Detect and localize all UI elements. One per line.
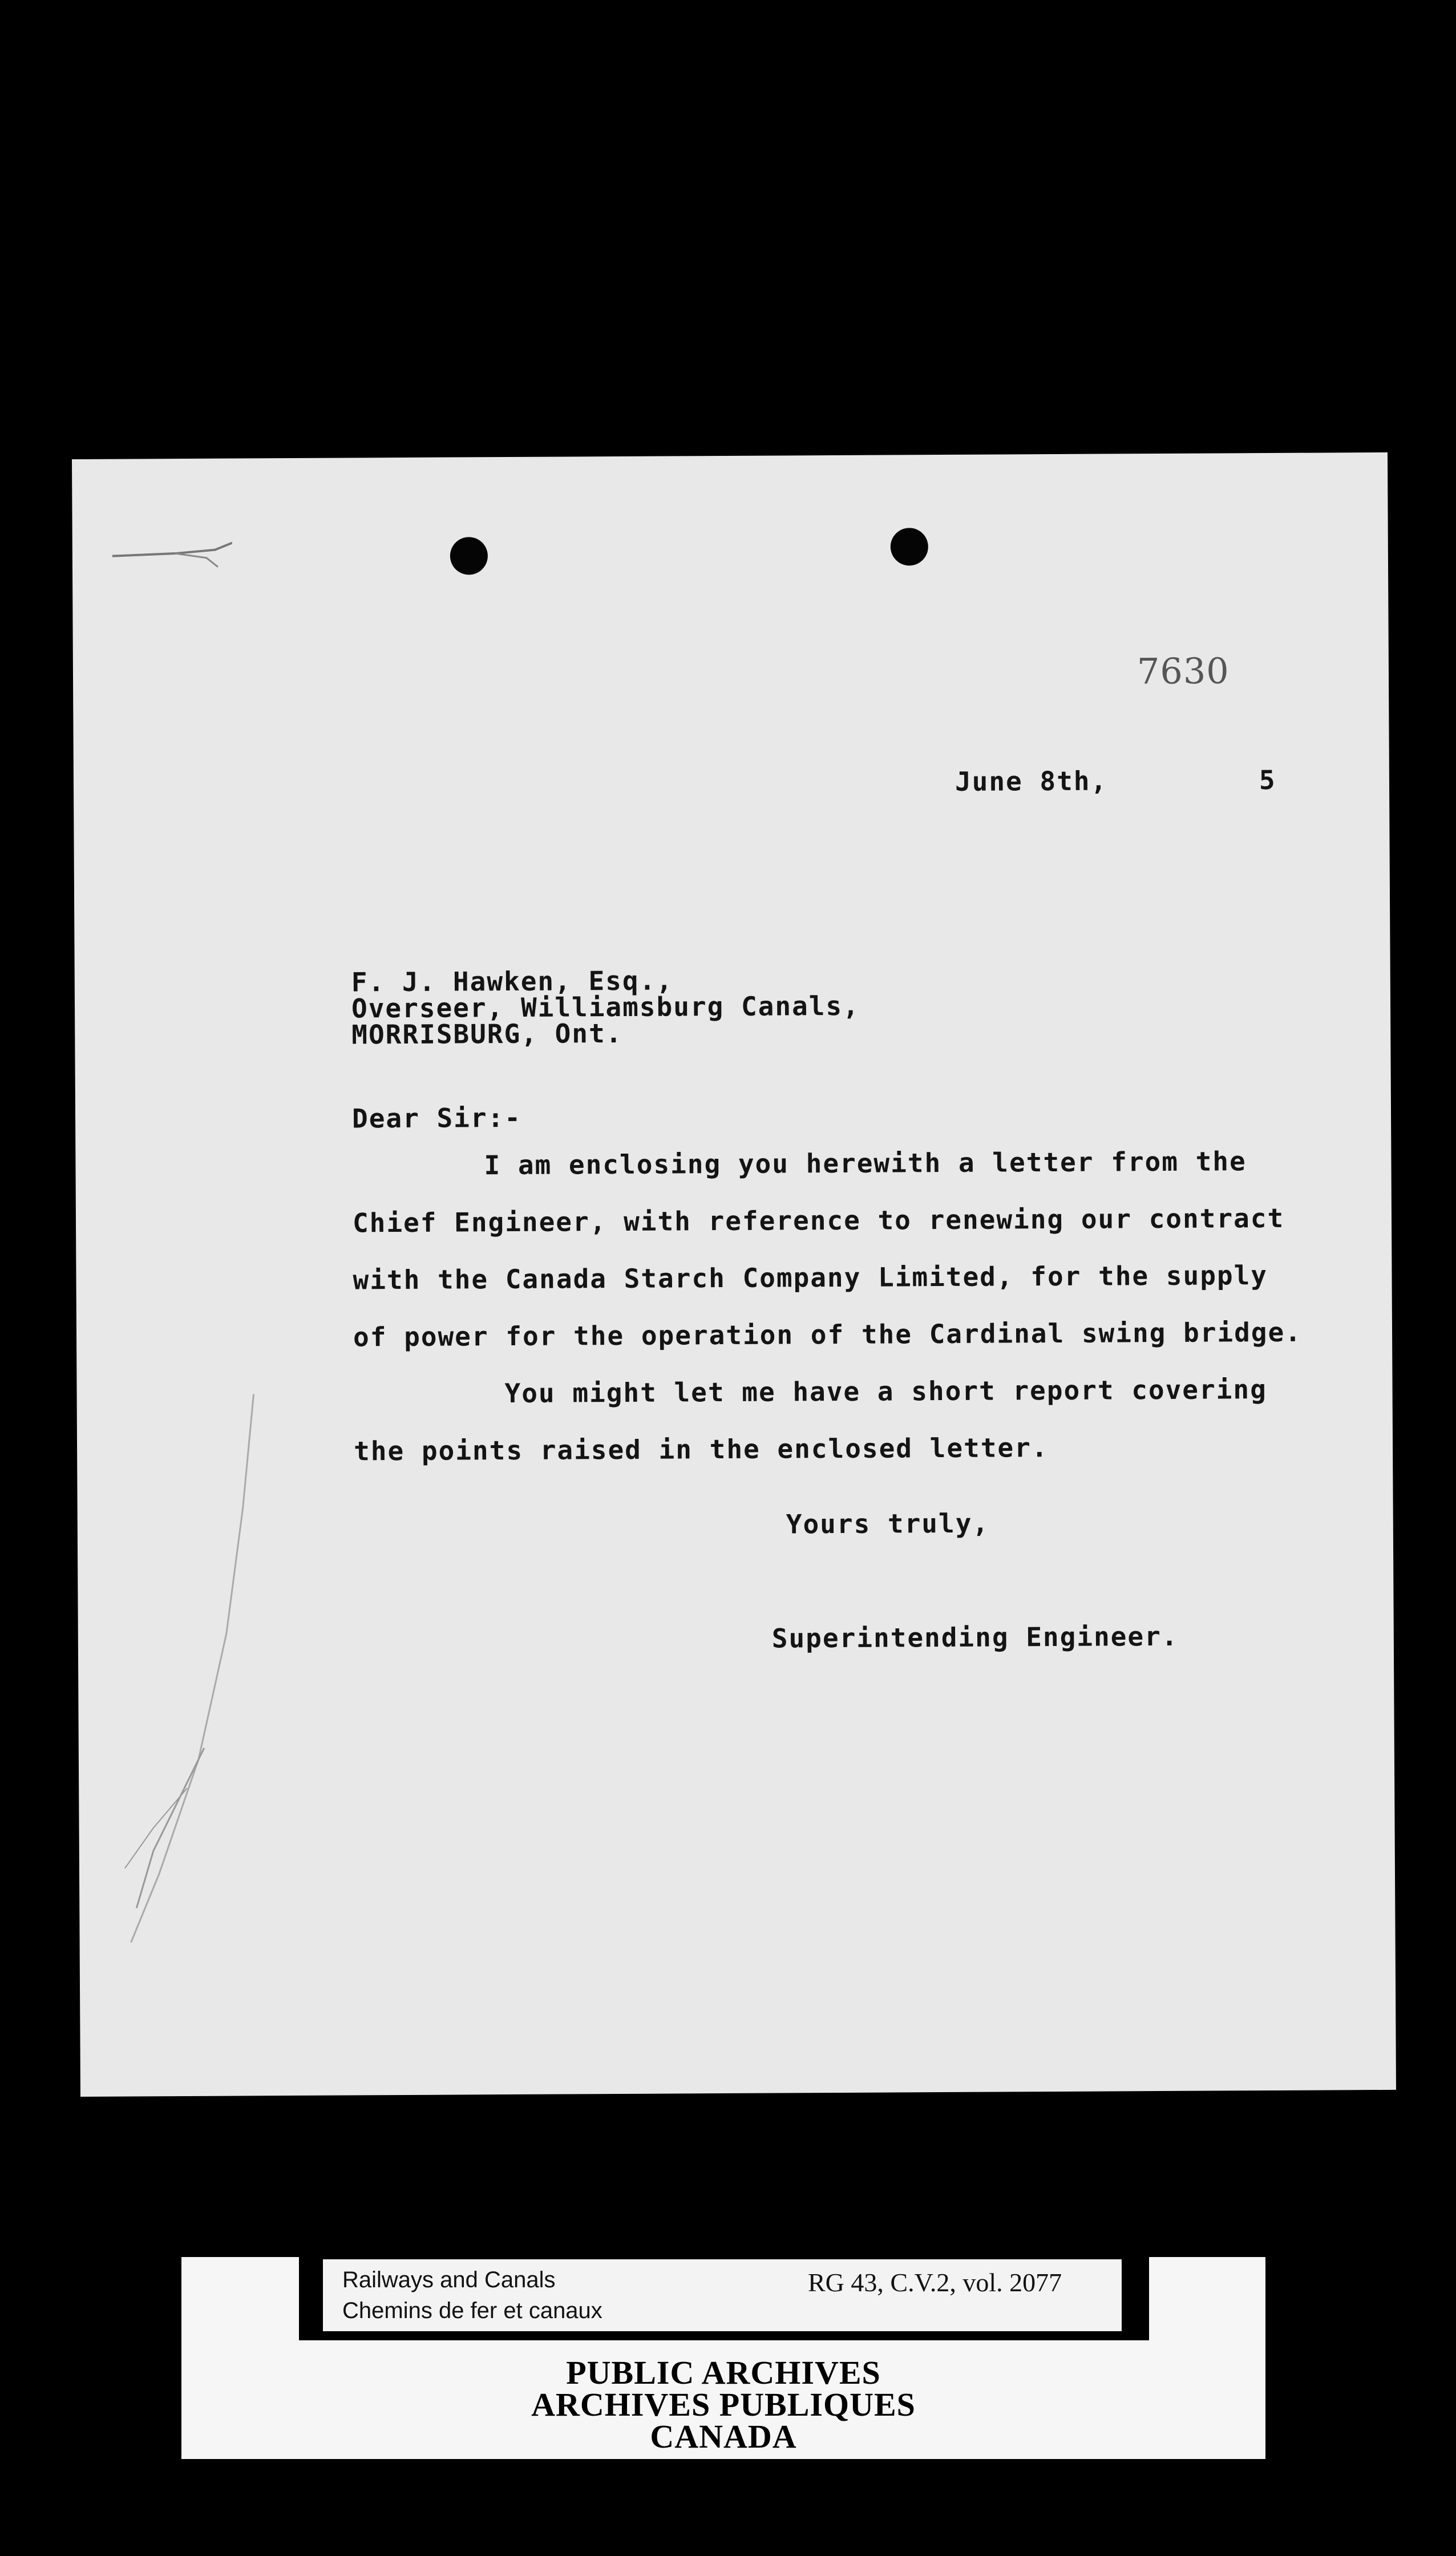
recipient-name: F. J. Hawken, Esq., (351, 965, 674, 998)
recipient-location: MORRISBURG, Ont. (351, 1017, 623, 1050)
page-number: 5 (1259, 764, 1276, 796)
paper-crease-mark (117, 1394, 268, 1976)
archive-label (181, 2257, 1265, 2459)
body-line: with the Canada Starch Company Limited, for the supply (353, 1260, 1268, 1296)
body-line: Chief Engineer, with reference to renewing our contract (352, 1202, 1285, 1239)
archive-label-box (323, 2259, 1122, 2331)
salutation: Dear Sir:- (351, 1102, 522, 1134)
punch-hole (891, 528, 928, 565)
body-line: You might let me have a short report covering (504, 1374, 1267, 1409)
recipient-title: Overseer, Williamsburg Canals, (351, 990, 860, 1024)
letter-page (72, 452, 1396, 2097)
archive-reference: RG 43, C.V.2, vol. 2077 (808, 2268, 1062, 2297)
archives-country: CANADA (650, 2418, 797, 2455)
paper-tear-mark (107, 533, 232, 573)
body-line: I am enclosing you herewith a letter from the (484, 1146, 1247, 1181)
department-en: Railways and Canals (342, 2267, 556, 2292)
closing: Yours truly, (786, 1507, 990, 1540)
body-line: the points raised in the enclosed letter. (353, 1432, 1049, 1467)
archives-en: PUBLIC ARCHIVES (566, 2354, 881, 2391)
body-line: of power for the operation of the Cardinal swing bridge. (353, 1316, 1303, 1353)
file-number: 7630 (1137, 650, 1229, 693)
punch-hole (450, 537, 488, 575)
department-fr: Chemins de fer et canaux (342, 2298, 602, 2323)
archives-fr: ARCHIVES PUBLIQUES (531, 2386, 916, 2423)
letter-date: June 8th, (955, 765, 1108, 797)
signature-title: Superintending Engineer. (771, 1620, 1179, 1654)
